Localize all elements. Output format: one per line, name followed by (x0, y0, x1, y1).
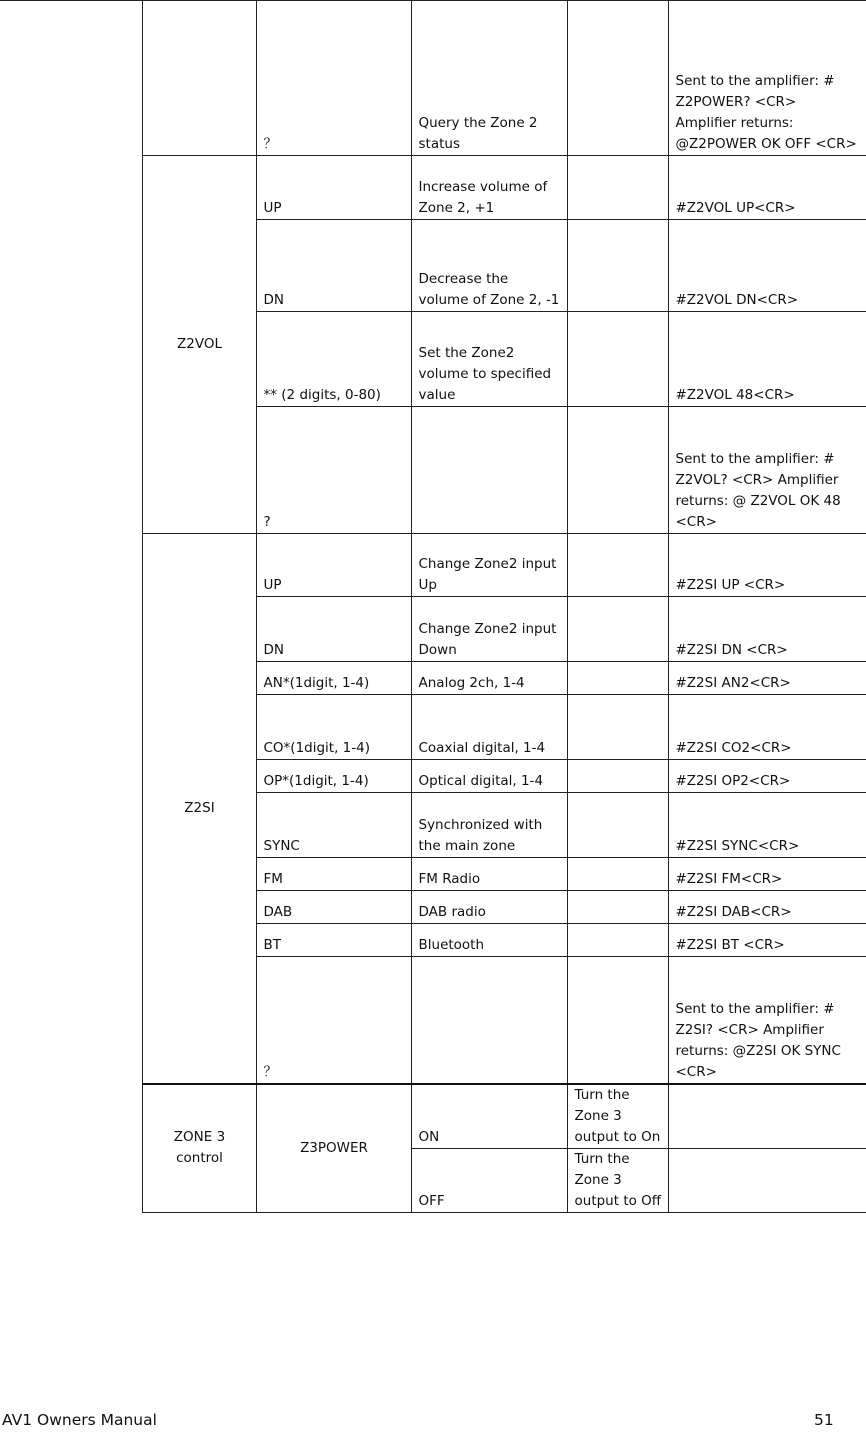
footer-title: AV1 Owners Manual (2, 1411, 157, 1429)
empty-cell (567, 220, 668, 312)
response-cell: #Z2SI DAB<CR> (668, 891, 866, 924)
desc-cell: Synchronized with the main zone (411, 793, 567, 858)
response-cell: Sent to the amplifier: # Z2SI? <CR> Amplifier returns: @Z2SI OK SYNC <CR> (668, 957, 866, 1084)
command-cell-blank (142, 1, 256, 156)
param-cell: ON (411, 1084, 567, 1149)
empty-cell (567, 858, 668, 891)
desc-cell: Coaxial digital, 1-4 (411, 695, 567, 760)
response-cell: Sent to the amplifier: # Z2POWER? <CR> Amplifier returns: @Z2POWER OK OFF <CR> (668, 1, 866, 156)
empty-cell (567, 1, 668, 156)
empty-cell (668, 1084, 866, 1149)
desc-cell: Analog 2ch, 1-4 (411, 662, 567, 695)
response-cell: #Z2VOL 48<CR> (668, 312, 866, 407)
param-cell: ? (256, 407, 411, 534)
desc-cell: Optical digital, 1-4 (411, 760, 567, 793)
param-cell: DN (256, 220, 411, 312)
section-cell-zone2 (0, 1, 142, 1213)
param-cell: AN*(1digit, 1-4) (256, 662, 411, 695)
response-cell: #Z2SI SYNC<CR> (668, 793, 866, 858)
desc-cell: Decrease the volume of Zone 2, -1 (411, 220, 567, 312)
param-cell: FM (256, 858, 411, 891)
response-cell: #Z2VOL DN<CR> (668, 220, 866, 312)
empty-cell (567, 312, 668, 407)
desc-cell: FM Radio (411, 858, 567, 891)
empty-cell (567, 760, 668, 793)
param-cell: ？ (256, 1, 411, 156)
param-cell: BT (256, 924, 411, 957)
empty-cell (567, 597, 668, 662)
desc-cell (411, 957, 567, 1084)
param-cell: SYNC (256, 793, 411, 858)
empty-cell (567, 793, 668, 858)
command-cell-z2vol: Z2VOL (142, 156, 256, 534)
param-cell: ？ (256, 957, 411, 1084)
empty-cell (668, 1148, 866, 1212)
response-cell: #Z2SI UP <CR> (668, 534, 866, 597)
empty-cell (567, 407, 668, 534)
desc-cell: DAB radio (411, 891, 567, 924)
param-cell: OP*(1digit, 1-4) (256, 760, 411, 793)
param-cell: DN (256, 597, 411, 662)
empty-cell (567, 534, 668, 597)
param-cell: UP (256, 534, 411, 597)
empty-cell (567, 695, 668, 760)
response-cell: #Z2SI FM<CR> (668, 858, 866, 891)
response-cell: #Z2SI OP2<CR> (668, 760, 866, 793)
command-cell-z2si: Z2SI (142, 534, 256, 1084)
response-cell: #Z2SI AN2<CR> (668, 662, 866, 695)
response-cell: #Z2VOL UP<CR> (668, 156, 866, 220)
param-cell: DAB (256, 891, 411, 924)
response-cell: #Z2SI BT <CR> (668, 924, 866, 957)
param-cell: OFF (411, 1148, 567, 1212)
response-cell: #Z2SI CO2<CR> (668, 695, 866, 760)
empty-cell (567, 662, 668, 695)
desc-cell: Turn the Zone 3 output to On (567, 1084, 668, 1149)
param-cell: UP (256, 156, 411, 220)
desc-cell: Change Zone2 input Up (411, 534, 567, 597)
desc-cell: Change Zone2 input Down (411, 597, 567, 662)
section-cell-zone3: ZONE 3 control (142, 1084, 256, 1213)
desc-cell (411, 407, 567, 534)
param-cell: ** (2 digits, 0-80) (256, 312, 411, 407)
desc-cell: Turn the Zone 3 output to Off (567, 1148, 668, 1212)
empty-cell (567, 924, 668, 957)
table-row (0, 1, 866, 156)
response-cell: #Z2SI DN <CR> (668, 597, 866, 662)
response-cell: Sent to the amplifier: # Z2VOL? <CR> Amplifier returns: @ Z2VOL OK 48 <CR> (668, 407, 866, 534)
page-number: 51 (814, 1411, 834, 1429)
desc-cell: Query the Zone 2 status (411, 1, 567, 156)
command-cell-z3power: Z3POWER (256, 1084, 411, 1213)
desc-cell: Set the Zone2 volume to specified value (411, 312, 567, 407)
empty-cell (567, 957, 668, 1084)
empty-cell (567, 891, 668, 924)
param-cell: CO*(1digit, 1-4) (256, 695, 411, 760)
desc-cell: Bluetooth (411, 924, 567, 957)
desc-cell: Increase volume of Zone 2, +1 (411, 156, 567, 220)
empty-cell (567, 156, 668, 220)
